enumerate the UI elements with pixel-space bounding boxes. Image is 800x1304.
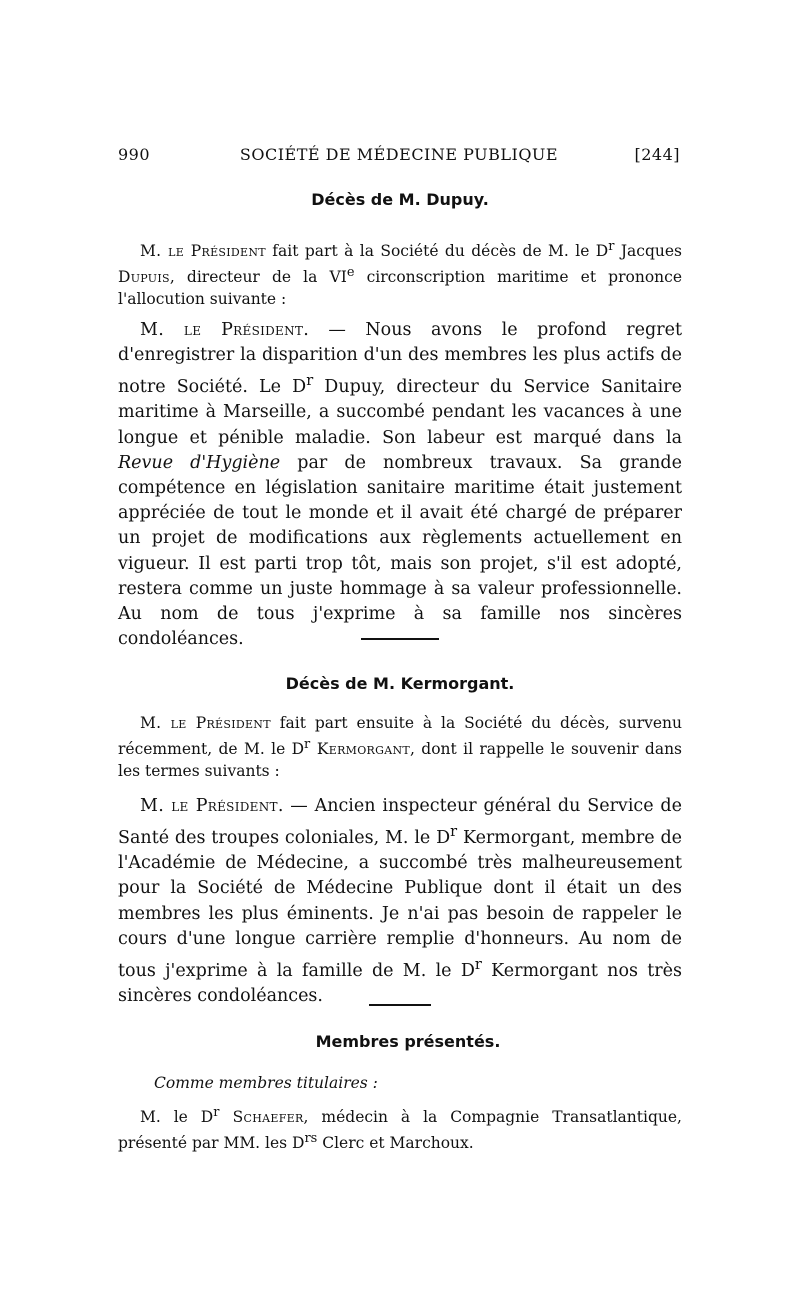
page-number: 990 [118, 145, 151, 164]
paragraph-entry-schaefer: M. le $D^r$ Schaefer, médecin à la Compagnie Transatlantique, présenté par MM. les $D^{rs}$ Clerc et Marchoux. [118, 1105, 682, 1153]
divider [369, 1004, 431, 1006]
intro-dupuy [118, 236, 682, 310]
subheading-wrap [118, 1072, 682, 1094]
journal-title: Revue d'Hygiène [118, 452, 281, 473]
divider [361, 638, 439, 640]
entry-schaefer [118, 1102, 682, 1154]
president-label: M. le Président [140, 714, 271, 732]
divider-2-wrap [118, 1004, 682, 1006]
paragraph-speech-kermorgant: M. le Président. — Ancien inspecteur général du Service de Santé des troupes coloniales, M. le $D^r$ Kermorgant, membre de l'Académie de Médecine, a succombé très malheureusement pour la Société de Médecine Publique dont il était un des membres les plus éminents. Je n'ai pas besoin de rappeler le cours d'une longue carrière remplie d'honneurs. Au nom de tous j'exprime à la famille de M. le $D^r$ Kermorgant nos très sincères condoléances. [118, 796, 682, 1007]
section-membres [118, 1032, 682, 1051]
divider-1-wrap [118, 638, 682, 640]
section-heading-dupuy: Décès de M. Dupuy. [311, 190, 489, 209]
section-dupuy [118, 190, 682, 209]
speech-kermorgant [118, 794, 682, 1009]
person-name: Dupuis [118, 268, 170, 287]
running-title: SOCIÉTÉ DE MÉDECINE PUBLIQUE [239, 145, 559, 164]
president-label: M. le Président [140, 242, 266, 261]
paragraph-intro-dupuy: M. le Président fait part à la Société du décès de M. le $D^r$ Jacques Dupuis, directeur de la VIe circonscription maritime et prononce l'allocution suivante : [118, 239, 682, 309]
paragraph-intro-kermorgant: M. le Président fait part ensuite à la Société du décès, survenu récemment, de M. le $D^r$ Kermorgant, dont il rappelle le souvenir dans les termes suivants : [118, 714, 682, 781]
subheading-titulaires: Comme membres titulaires : [154, 1074, 378, 1092]
person-name: Kermorgant [310, 740, 411, 759]
person-name: Schaefer [219, 1108, 304, 1127]
intro-kermorgant [118, 712, 682, 782]
president-label: M. le Président [140, 320, 304, 340]
bracket-ref: [244] [634, 145, 680, 164]
section-heading-membres: Membres présentés. [315, 1032, 501, 1051]
president-label: M. le Président [140, 796, 278, 816]
section-kermorgant [118, 674, 682, 693]
speech-dupuy [118, 318, 682, 652]
section-heading-kermorgant: Décès de M. Kermorgant. [285, 674, 515, 693]
paragraph-speech-dupuy: M. le Président. — Nous avons le profond regret d'enregistrer la disparition d'un des membres les plus actifs de notre Société. Le $D^r$ Dupuy, directeur du Service Sanitaire maritime à Marseille, a succombé pendant les vacances à une longue et pénible maladie. Son labeur est marqué dans la Revue d'Hygiène par de nombreux travaux. Sa grande compétence en législation sanitaire maritime était justement appréciée de tout le monde et il avait été chargé de préparer un projet de modifications aux règlements actuellement en vigueur. Il est parti trop tôt, mais son projet, s'il est adopté, restera comme un juste hommage à sa valeur professionnelle. Au nom de tous j'exprime à sa famille nos sincères condoléances. [118, 320, 682, 650]
